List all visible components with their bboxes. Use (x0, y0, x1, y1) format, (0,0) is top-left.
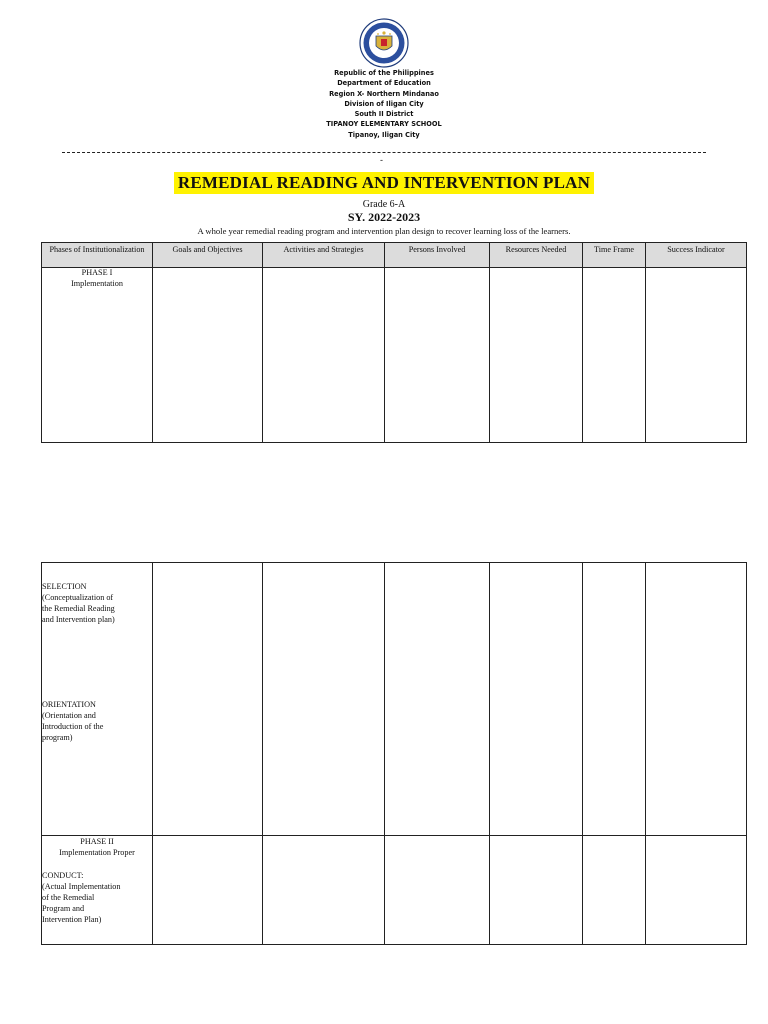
header-divider (62, 152, 706, 153)
table-row (42, 268, 747, 443)
table-row (42, 563, 747, 836)
header-address (0, 68, 768, 140)
document-title: REMEDIAL READING AND INTERVENTION PLAN (174, 172, 594, 194)
header-line-district: South II District (354, 110, 414, 119)
resources-cell[interactable] (490, 268, 583, 443)
orientation-line: Introduction of the (42, 722, 104, 731)
success-cell[interactable] (646, 563, 747, 836)
phase2-title: PHASE II (80, 837, 114, 846)
phase1-subtitle: Implementation (71, 278, 123, 288)
goals-cell[interactable] (153, 268, 263, 443)
success-cell[interactable] (646, 836, 747, 945)
goals-cell[interactable] (153, 836, 263, 945)
resources-cell[interactable] (490, 563, 583, 836)
persons-cell[interactable] (385, 268, 490, 443)
grade-label: Grade 6-A (362, 199, 406, 210)
column-header-time-frame: Time Frame (583, 243, 646, 268)
phase1-title: PHASE I (81, 268, 113, 277)
school-year: SY. 2022-2023 (347, 210, 421, 224)
conduct-title: CONDUCT: (42, 871, 84, 880)
column-header-goals: Goals and Objectives (153, 243, 263, 268)
header-line-division: Division of Iligan City (344, 99, 424, 108)
column-header-success: Success Indicator (646, 243, 747, 268)
table-header-row (42, 243, 747, 268)
time-frame-cell[interactable] (583, 836, 646, 945)
orientation-line: (Orientation and (42, 711, 96, 720)
orientation-title: ORIENTATION (42, 700, 96, 709)
persons-cell[interactable] (385, 836, 490, 945)
success-cell[interactable] (646, 268, 747, 443)
selection-line: and Intervention plan) (42, 615, 115, 624)
column-header-persons: Persons Involved (385, 243, 490, 268)
column-header-resources: Resources Needed (490, 243, 583, 268)
header-line-school: TIPANOY ELEMENTARY SCHOOL (326, 120, 442, 129)
conduct-line: Intervention Plan) (42, 915, 102, 924)
deped-seal-icon (359, 18, 409, 68)
header-line-republic: Republic of the Philippines (334, 69, 434, 77)
plan-table-phase2 (41, 562, 747, 945)
header-line-address: Tipanoy, Iligan City (348, 130, 420, 139)
persons-cell[interactable] (385, 563, 490, 836)
time-frame-cell[interactable] (583, 268, 646, 443)
header-line-department: Department of Education (337, 79, 431, 88)
selection-orientation-cell (42, 563, 153, 836)
conduct-line: (Actual Implementation (42, 882, 121, 891)
column-header-activities: Activities and Strategies (263, 243, 385, 268)
phase1-cell (42, 268, 153, 443)
time-frame-cell[interactable] (583, 563, 646, 836)
activities-cell[interactable] (263, 836, 385, 945)
header-line-region: Region X- Northern Mindanao (329, 89, 439, 98)
title-wrap (0, 172, 768, 194)
activities-cell[interactable] (263, 563, 385, 836)
selection-line: the Remedial Reading (42, 604, 115, 613)
resources-cell[interactable] (490, 836, 583, 945)
goals-cell[interactable] (153, 563, 263, 836)
phase2-subtitle: Implementation Proper (59, 848, 135, 857)
conduct-line: of the Remedial (42, 893, 95, 902)
conduct-line: Program and (42, 904, 85, 913)
phase2-cell (42, 836, 153, 945)
divider-dash: - (380, 155, 383, 165)
selection-title: SELECTION (42, 582, 87, 591)
orientation-line: program) (42, 733, 73, 742)
plan-table-phase1 (41, 242, 747, 443)
table-row (42, 836, 747, 945)
activities-cell[interactable] (263, 268, 385, 443)
selection-line: (Conceptualization of (42, 593, 114, 602)
plan-description: A whole year remedial reading program and intervention plan design to recover learning loss of the learners. (197, 226, 571, 236)
column-header-phases: Phases of Institutionalization (42, 243, 153, 268)
